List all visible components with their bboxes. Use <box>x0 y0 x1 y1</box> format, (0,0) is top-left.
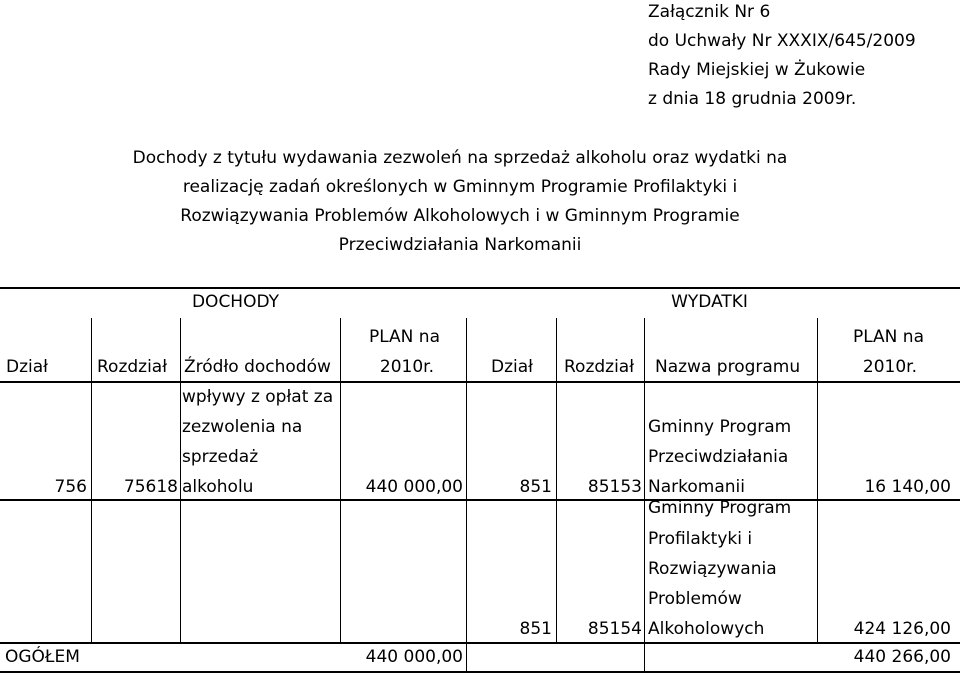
row2-bottom-border <box>0 642 960 644</box>
row1-nazwa-line-3: Narkomanii <box>648 477 745 497</box>
col-divider-6 <box>644 318 645 672</box>
row2-nazwa-line-1: Gminny Program <box>648 498 792 518</box>
table-top-border <box>0 287 960 289</box>
header-nazwa: Nazwa programu <box>655 357 801 377</box>
row2-nazwa-line-2: Profilaktyki i <box>648 529 753 549</box>
total-expense: 440 266,00 <box>853 647 951 667</box>
header-exp-dzial: Dział <box>491 357 533 377</box>
header-exp-rozdzial: Rozdział <box>564 357 635 377</box>
expense-section-header: WYDATKI <box>671 292 748 312</box>
header-plan-income-1: PLAN na <box>368 327 440 347</box>
table-bottom-border <box>0 671 960 673</box>
row1-exp-dzial: 851 <box>519 477 552 497</box>
col-divider-4 <box>466 318 467 672</box>
row1-dzial: 756 <box>54 477 87 497</box>
row1-nazwa-line-2: Przeciwdziałania <box>648 447 789 467</box>
header-zrodlo: Źródło dochodów <box>184 357 331 377</box>
row2-exp-dzial: 851 <box>519 619 552 639</box>
row1-zrodlo-line-2: zezwolenia na <box>182 417 303 437</box>
row1-nazwa-line-1: Gminny Program <box>648 417 792 437</box>
header-bottom-border <box>0 381 960 383</box>
header-plan-income-2: 2010r. <box>379 357 434 377</box>
header-plan-expense-2: 2010r. <box>862 357 917 377</box>
row1-plan-expense: 16 140,00 <box>864 477 951 497</box>
total-income: 440 000,00 <box>365 647 463 667</box>
header-dzial: Dział <box>6 357 48 377</box>
row1-plan-income: 440 000,00 <box>365 477 463 497</box>
row2-nazwa-line-5: Alkoholowych <box>648 619 765 639</box>
income-section-header: DOCHODY <box>191 292 280 312</box>
row2-nazwa-line-4: Problemów <box>648 589 742 609</box>
resolution-number: do Uchwały Nr XXXIX/645/2009 <box>648 31 916 51</box>
title-line-2: realizację zadań określonych w Gminnym Programie Profilaktyki i <box>182 177 738 197</box>
council-name: Rady Miejskiej w Żukowie <box>648 60 866 80</box>
row1-zrodlo-line-1: wpływy z opłat za <box>182 387 334 407</box>
row2-exp-rozdzial: 85154 <box>587 619 642 639</box>
row2-nazwa-line-3: Rozwiązywania <box>648 559 777 579</box>
title-line-4: Przeciwdziałania Narkomanii <box>338 235 582 255</box>
title-line-1: Dochody z tytułu wydawania zezwoleń na sprzedaż alkoholu oraz wydatki na <box>132 148 788 168</box>
col-divider-5 <box>556 318 557 642</box>
col-divider-7 <box>817 318 818 642</box>
header-rozdzial: Rozdział <box>97 357 168 377</box>
total-label: OGÓŁEM <box>5 647 80 667</box>
attachment-number: Załącznik Nr 6 <box>648 2 771 22</box>
header-plan-expense-1: PLAN na <box>852 327 924 347</box>
col-divider-2 <box>180 318 181 642</box>
title-line-3: Rozwiązywania Problemów Alkoholowych i w Gminnym Programie <box>180 206 740 226</box>
row1-zrodlo-line-3: sprzedaż <box>182 447 259 467</box>
col-divider-3 <box>340 318 341 642</box>
row1-zrodlo-line-4: alkoholu <box>182 477 254 497</box>
row1-rozdzial: 75618 <box>123 477 178 497</box>
row2-plan-expense: 424 126,00 <box>853 619 951 639</box>
row1-exp-rozdzial: 85153 <box>587 477 642 497</box>
resolution-date: z dnia 18 grudnia 2009r. <box>648 89 857 109</box>
row1-bottom-border <box>0 499 960 501</box>
